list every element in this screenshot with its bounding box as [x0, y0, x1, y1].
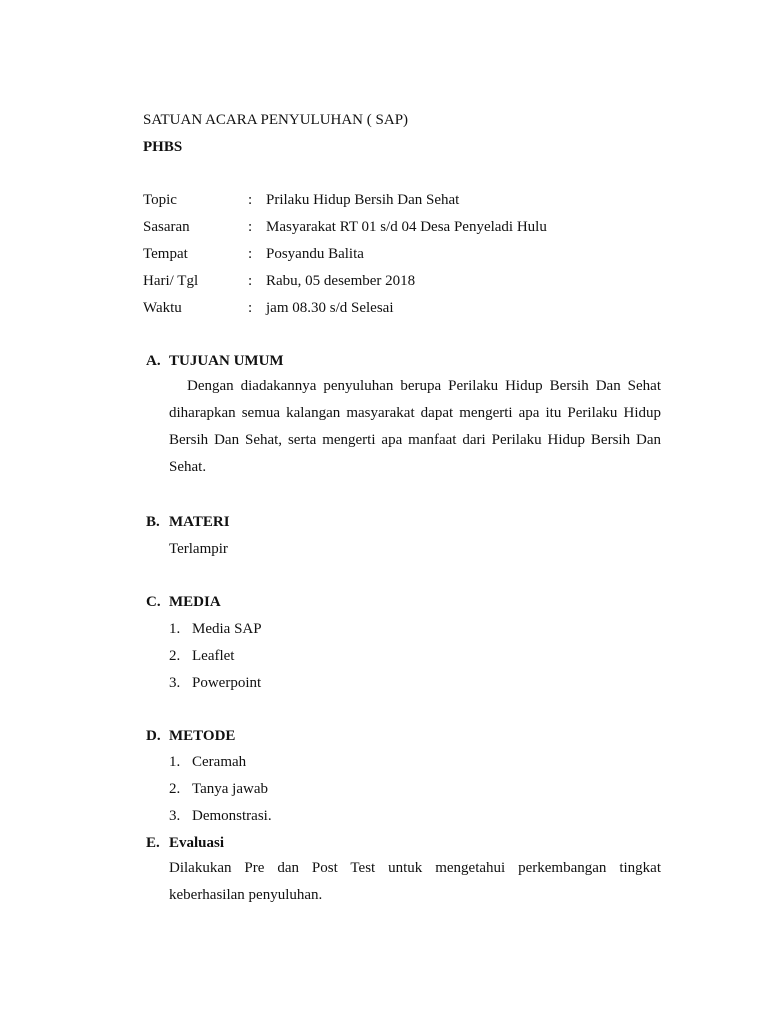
info-value: Posyandu Balita	[266, 246, 364, 262]
info-value: jam 08.30 s/d Selesai	[266, 300, 394, 316]
list-item-text: Demonstrasi.	[192, 808, 272, 824]
list-item	[169, 646, 234, 666]
info-label: Topic	[143, 192, 177, 208]
info-value: Prilaku Hidup Bersih Dan Sehat	[266, 192, 460, 208]
info-label: Waktu	[143, 300, 182, 316]
list-item-number: 3.	[169, 675, 181, 691]
info-colon: :	[248, 246, 253, 262]
section-c-letter: C.	[146, 594, 161, 610]
info-value: Masyarakat RT 01 s/d 04 Desa Penyeladi Hulu	[266, 219, 547, 235]
section-b-text: Terlampir	[169, 541, 228, 557]
info-row-sasaran	[143, 217, 703, 237]
info-label: Sasaran	[143, 219, 190, 235]
list-item-number: 2.	[169, 648, 181, 664]
info-label: Hari/ Tgl	[143, 273, 199, 289]
info-colon: :	[248, 192, 253, 208]
list-item	[169, 673, 261, 693]
list-item-number: 1.	[169, 754, 181, 770]
list-item-text: Media SAP	[192, 621, 262, 637]
list-item	[169, 779, 268, 799]
section-d-letter: D.	[146, 728, 161, 744]
info-value: Rabu, 05 desember 2018	[266, 273, 416, 289]
section-e-paragraph: Dilakukan Pre dan Post Test untuk mengetahui perkembangan tingkat keberhasilan penyuluhan.	[169, 860, 661, 903]
section-a-letter: A.	[146, 353, 161, 369]
document-title: SATUAN ACARA PENYULUHAN ( SAP)	[143, 112, 409, 128]
info-colon: :	[248, 300, 253, 316]
section-d-title: METODE	[169, 728, 236, 744]
info-label: Tempat	[143, 246, 188, 262]
section-a-title: TUJUAN UMUM	[169, 353, 284, 369]
section-a-paragraph: Dengan diadakannya penyuluhan berupa Perilaku Hidup Bersih Dan Sehat diharapkan semua kalangan masyarakat dapat mengerti apa itu Perilaku Hidup Bersih Dan Sehat, serta mengerti apa manfaat dari Perilaku Hidup Bersih Dan Sehat.	[169, 378, 661, 475]
info-colon: :	[248, 273, 253, 289]
section-b-letter: B.	[146, 514, 160, 530]
section-e-letter: E.	[146, 835, 160, 851]
section-e-title: Evaluasi	[169, 835, 225, 851]
list-item-number: 3.	[169, 808, 181, 824]
list-item	[169, 752, 246, 772]
info-row-waktu	[143, 298, 703, 318]
info-row-tempat	[143, 244, 703, 264]
document-subtitle: PHBS	[143, 139, 183, 155]
section-c-title: MEDIA	[169, 594, 221, 610]
info-row-hari-tgl	[143, 271, 703, 291]
list-item-number: 1.	[169, 621, 181, 637]
section-b-title: MATERI	[169, 514, 230, 530]
list-item-text: Ceramah	[192, 754, 247, 770]
list-item-text: Powerpoint	[192, 675, 262, 691]
list-item	[169, 619, 262, 639]
info-colon: :	[248, 219, 253, 235]
list-item-text: Leaflet	[192, 648, 235, 664]
list-item-text: Tanya jawab	[192, 781, 268, 797]
info-row-topic	[143, 190, 703, 210]
list-item-number: 2.	[169, 781, 181, 797]
list-item	[169, 806, 272, 826]
